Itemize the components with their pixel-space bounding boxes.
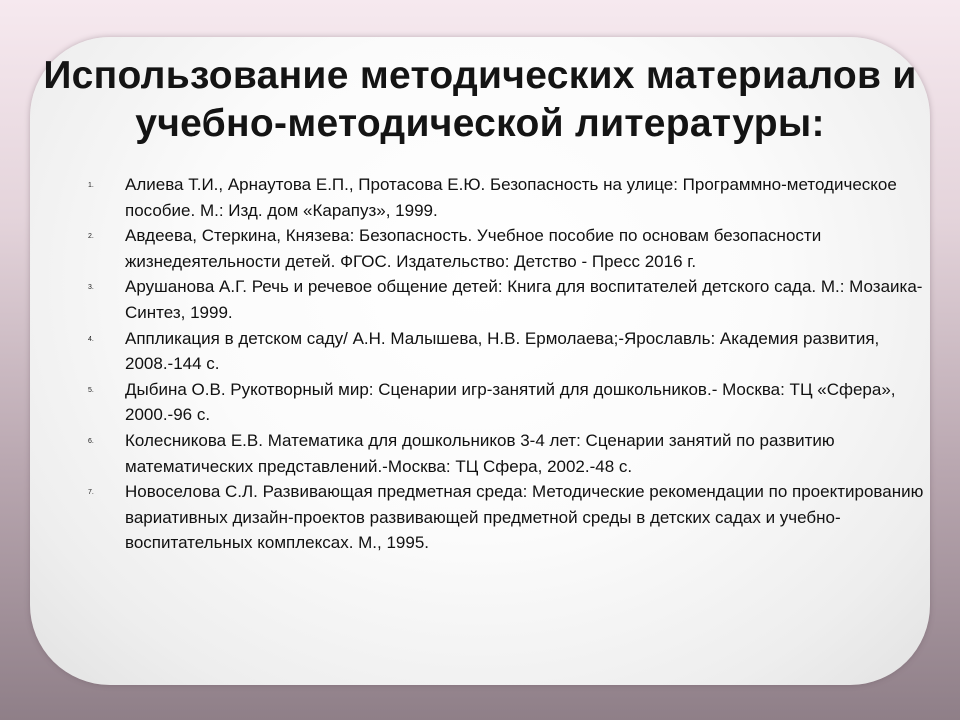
reference-number: 6. (88, 437, 94, 445)
reference-item (88, 326, 928, 377)
reference-item (88, 479, 928, 556)
reference-text: Аппликация в детском саду/ А.Н. Малышева, Н.В. Ермолаева;-Ярославль: Академия развития, 2008.-144 с. (125, 328, 880, 374)
reference-number: 2. (88, 233, 94, 241)
reference-text: Колесникова Е.В. Математика для дошкольников 3-4 лет: Сценарии занятий по развитию математических представлений.-Москва: ТЦ Сфера, 2002.-48 с. (125, 430, 835, 476)
reference-text: Алиева Т.И., Арнаутова Е.П., Протасова Е.Ю. Безопасность на улице: Программно-методическое пособие. М.: Изд. дом «Карапуз», 1999. (125, 175, 897, 220)
references-list (88, 172, 928, 556)
reference-number: 1. (88, 182, 94, 189)
reference-item (88, 274, 928, 325)
reference-number: 7. (88, 489, 94, 497)
reference-item (88, 377, 928, 428)
reference-number: 3. (88, 284, 94, 292)
reference-number: 5. (88, 386, 94, 394)
reference-text: Дыбина О.В. Рукотворный мир: Сценарии игр-занятий для дошкольников.- Москва: ТЦ «Сфера», 2000.-96 с. (125, 379, 896, 425)
reference-item (88, 428, 928, 479)
slide-title: Использование методических материалов и учебно-методической литературы: (43, 54, 917, 145)
reference-text: Арушанова А.Г. Речь и речевое общение детей: Книга для воспитателей детского сада. М.: Мозаика-Синтез, 1999. (125, 277, 923, 322)
reference-number: 4. (88, 335, 94, 343)
reference-text: Новоселова С.Л. Развивающая предметная среда: Методические рекомендации по проектированию вариативных дизайн-проектов развивающей предметной среды в детских садах и учебно-воспитательных комплексах. М., 1995. (125, 482, 924, 553)
reference-item (88, 223, 928, 274)
reference-text: Авдеева, Стеркина, Князева: Безопасность. Учебное пособие по основам безопасности жизнедеятельности детей. ФГОС. Издательство: Детство - Пресс 2016 г. (125, 226, 822, 271)
reference-item (88, 172, 928, 223)
